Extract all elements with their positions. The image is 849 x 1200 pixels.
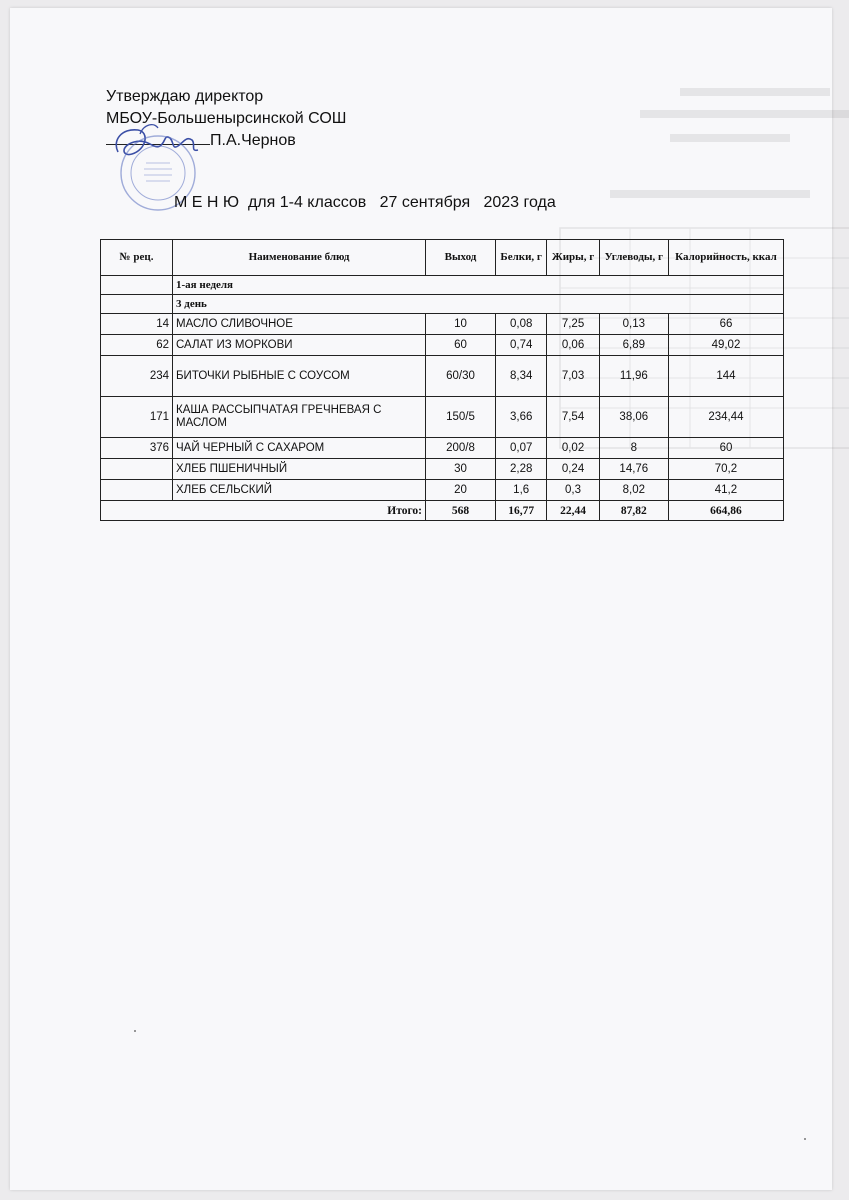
- cell-fats: 0,24: [547, 459, 599, 480]
- table-row: [101, 356, 784, 397]
- cell-output: 150/5: [426, 397, 496, 438]
- cell-name: ХЛЕБ ПШЕНИЧНЫЙ: [173, 459, 426, 480]
- table-row: [101, 397, 784, 438]
- total-label: Итого:: [101, 501, 426, 521]
- total-carbs: 87,82: [599, 501, 668, 521]
- cell-carbs: 11,96: [599, 356, 668, 397]
- speck: [134, 1030, 136, 1032]
- cell-fats: 7,54: [547, 397, 599, 438]
- cell-name: САЛАТ ИЗ МОРКОВИ: [173, 335, 426, 356]
- cell-carbs: 0,13: [599, 314, 668, 335]
- table-row: [101, 480, 784, 501]
- director-name: П.А.Чернов: [210, 132, 296, 149]
- menu-table: [100, 239, 784, 521]
- cell-kcal: 49,02: [668, 335, 783, 356]
- cell-fats: 7,25: [547, 314, 599, 335]
- cell-proteins: 8,34: [496, 356, 547, 397]
- cell-num: 234: [101, 356, 173, 397]
- cell-proteins: 0,74: [496, 335, 547, 356]
- table-row: [101, 438, 784, 459]
- header-num: № рец.: [101, 240, 173, 276]
- cell-fats: 7,03: [547, 356, 599, 397]
- cell-carbs: 38,06: [599, 397, 668, 438]
- approval-line-2: МБОУ-Большенырсинской СОШ: [106, 110, 347, 127]
- cell-carbs: 8,02: [599, 480, 668, 501]
- header-output: Выход: [426, 240, 496, 276]
- cell-carbs: 8: [599, 438, 668, 459]
- cell-fats: 0,06: [547, 335, 599, 356]
- cell-name: КАША РАССЫПЧАТАЯ ГРЕЧНЕВАЯ С МАСЛОМ: [173, 397, 426, 438]
- week-label: 1-ая неделя: [173, 276, 784, 295]
- total-fats: 22,44: [547, 501, 599, 521]
- cell-proteins: 1,6: [496, 480, 547, 501]
- header-name: Наименование блюд: [173, 240, 426, 276]
- header-kcal: Калорийность, ккал: [668, 240, 783, 276]
- total-kcal: 664,86: [668, 501, 783, 521]
- header-fats: Жиры, г: [547, 240, 599, 276]
- cell-num: 171: [101, 397, 173, 438]
- approval-line-1: Утверждаю директор: [106, 88, 264, 105]
- total-row: [101, 501, 784, 521]
- cell-output: 60: [426, 335, 496, 356]
- cell-num: 376: [101, 438, 173, 459]
- cell-kcal: 41,2: [668, 480, 783, 501]
- header-carbs: Углеводы, г: [599, 240, 668, 276]
- speck: [804, 1138, 806, 1140]
- total-proteins: 16,77: [496, 501, 547, 521]
- total-output: 568: [426, 501, 496, 521]
- week-row: [101, 276, 784, 295]
- day-label: 3 день: [173, 295, 784, 314]
- menu-title: М Е Н Ю для 1-4 классов 27 сентября 2023 года: [174, 194, 556, 211]
- cell-kcal: 66: [668, 314, 783, 335]
- cell-kcal: 70,2: [668, 459, 783, 480]
- cell-fats: 0,3: [547, 480, 599, 501]
- cell-output: 200/8: [426, 438, 496, 459]
- cell-output: 60/30: [426, 356, 496, 397]
- header-proteins: Белки, г: [496, 240, 547, 276]
- cell-num: [101, 480, 173, 501]
- document-page: [10, 8, 832, 1190]
- cell-name: ХЛЕБ СЕЛЬСКИЙ: [173, 480, 426, 501]
- cell-num: [101, 459, 173, 480]
- cell-output: 30: [426, 459, 496, 480]
- table-header-row: [101, 240, 784, 276]
- cell-proteins: 0,08: [496, 314, 547, 335]
- cell-kcal: 144: [668, 356, 783, 397]
- cell-kcal: 234,44: [668, 397, 783, 438]
- cell-name: МАСЛО СЛИВОЧНОЕ: [173, 314, 426, 335]
- cell-name: БИТОЧКИ РЫБНЫЕ С СОУСОМ: [173, 356, 426, 397]
- table-row: [101, 459, 784, 480]
- day-row: [101, 295, 784, 314]
- cell-name: ЧАЙ ЧЕРНЫЙ С САХАРОМ: [173, 438, 426, 459]
- cell-num: 14: [101, 314, 173, 335]
- cell-proteins: 0,07: [496, 438, 547, 459]
- cell-num: 62: [101, 335, 173, 356]
- cell-carbs: 6,89: [599, 335, 668, 356]
- cell-fats: 0,02: [547, 438, 599, 459]
- table-row: [101, 314, 784, 335]
- cell-proteins: 2,28: [496, 459, 547, 480]
- cell-kcal: 60: [668, 438, 783, 459]
- cell-output: 10: [426, 314, 496, 335]
- cell-carbs: 14,76: [599, 459, 668, 480]
- table-row: [101, 335, 784, 356]
- cell-output: 20: [426, 480, 496, 501]
- cell-proteins: 3,66: [496, 397, 547, 438]
